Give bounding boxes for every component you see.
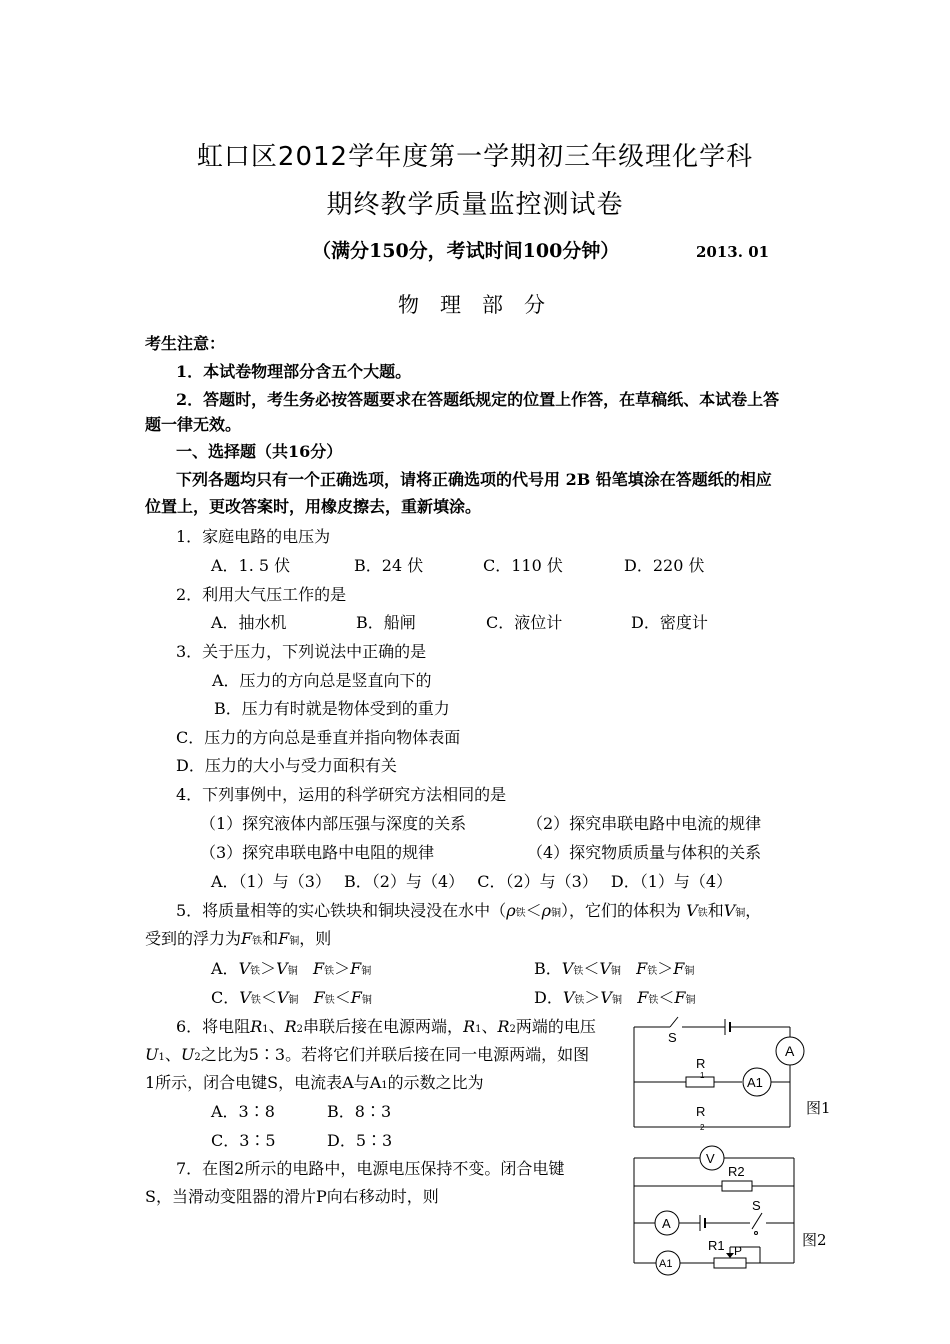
notice-item-2-line1: 2．答题时，考生务必按答题要求在答题纸规定的位置上作答，在草稿纸、本试卷上答 bbox=[176, 390, 780, 409]
fig1-r2-label: R bbox=[696, 1104, 706, 1119]
q4-item-3: （3）探究串联电路中电阻的规律 bbox=[200, 843, 435, 862]
q2-stem: 2．利用大气压工作的是 bbox=[176, 585, 347, 604]
fig1-r2-sub: 2 bbox=[700, 1123, 705, 1132]
figure-2-circuit bbox=[630, 1143, 800, 1283]
fig2-voltmeter-label: V bbox=[706, 1151, 715, 1166]
fig2-slider-label: P bbox=[734, 1244, 743, 1258]
q5-option-c: C．V铁＜V铜 F铁＜F铜 bbox=[211, 988, 372, 1007]
exam-info: （满分150分，考试时间100分钟） bbox=[312, 240, 620, 262]
q6-stem-line2: U1、U2之比为5∶3。若将它们并联后接在同一电源两端，如图 bbox=[145, 1045, 590, 1064]
fig1-ammeter-a-label: A bbox=[785, 1043, 795, 1059]
q3-option-d: D．压力的大小与受力面积有关 bbox=[176, 756, 397, 775]
notice-item-2-line2: 题一律无效。 bbox=[145, 415, 242, 434]
part1-instruction-line1: 下列各题均只有一个正确选项，请将正确选项的代号用 2B 铅笔填涂在答题纸的相应 bbox=[176, 470, 772, 489]
exam-title-line1: 虹口区2012学年度第一学期初三年级理化学科 bbox=[196, 142, 754, 172]
switch-s-icon bbox=[752, 1213, 762, 1229]
q6-stem-line3: 1所示，闭合电键S，电流表A与A1的示数之比为 bbox=[145, 1073, 484, 1092]
q5-option-b: B．V铁＜V铜 F铁＞F铜 bbox=[534, 959, 695, 978]
q1-stem: 1．家庭电路的电压为 bbox=[176, 527, 331, 546]
part1-heading: 一、选择题（共16分） bbox=[176, 442, 343, 461]
fig1-ammeter-a1-label: A1 bbox=[747, 1075, 763, 1090]
fig2-switch-label: S bbox=[752, 1198, 761, 1213]
fig2-ammeter-a1-label: A1 bbox=[659, 1258, 673, 1270]
q3-stem: 3．关于压力，下列说法中正确的是 bbox=[176, 642, 427, 661]
notice-item-1: 1．本试卷物理部分含五个大题。 bbox=[176, 362, 412, 381]
exam-title-line2: 期终教学质量监控测试卷 bbox=[326, 190, 624, 220]
switch-s-icon bbox=[670, 1017, 678, 1027]
q7-stem-line2: S，当滑动变阻器的滑片P向右移动时，则 bbox=[145, 1187, 439, 1206]
q4-options: A．（1）与（3） B．（2）与（4） C．（2）与（3） D．（1）与（4） bbox=[211, 872, 733, 891]
resistor-r2-icon bbox=[722, 1181, 752, 1191]
q2-option-c: C．液位计 bbox=[486, 613, 563, 632]
q3-option-b: B．压力有时就是物体受到的重力 bbox=[214, 699, 450, 718]
exam-date: 2013. 01 bbox=[696, 243, 770, 261]
q5-stem-line2: 受到的浮力为F铁和F铜，则 bbox=[145, 929, 332, 948]
q7-stem-line1: 7．在图2所示的电路中，电源电压保持不变。闭合电键 bbox=[176, 1159, 565, 1178]
q6-option-d: D．5∶3 bbox=[327, 1131, 393, 1150]
q6-option-b: B．8∶3 bbox=[327, 1102, 392, 1121]
q1-option-b: B．24 伏 bbox=[354, 556, 424, 575]
q4-item-1: （1）探究液体内部压强与深度的关系 bbox=[200, 814, 467, 833]
q2-option-a: A．抽水机 bbox=[211, 613, 287, 632]
rheostat-r1-icon bbox=[714, 1258, 746, 1268]
part1-instruction-line2: 位置上，更改答案时，用橡皮擦去，重新填涂。 bbox=[145, 497, 482, 516]
q1-option-d: D．220 伏 bbox=[624, 556, 705, 575]
q3-option-c: C．压力的方向总是垂直并指向物体表面 bbox=[176, 728, 461, 747]
q3-option-a: A．压力的方向总是竖直向下的 bbox=[212, 671, 432, 690]
q2-option-d: D．密度计 bbox=[631, 613, 708, 632]
section-title: 物 理 部 分 bbox=[398, 293, 545, 317]
q5-stem-line1: 5．将质量相等的实心铁块和铜块浸没在水中（ρ铁＜ρ铜），它们的体积为 V铁和V铜， bbox=[176, 901, 762, 920]
q6-option-a: A．3∶8 bbox=[211, 1102, 275, 1121]
notice-heading: 考生注意： bbox=[145, 334, 226, 353]
fig2-r1-label: R1 bbox=[708, 1238, 725, 1253]
fig1-r1-sub: 1 bbox=[700, 1071, 705, 1080]
q1-option-c: C．110 伏 bbox=[483, 556, 563, 575]
q4-item-2: （2）探究串联电路中电流的规律 bbox=[527, 814, 762, 833]
q6-stem-line1: 6．将电阻R1、R2串联后接在电源两端，R1、R2两端的电压 bbox=[176, 1017, 596, 1036]
q5-option-d: D．V铁＞V铜 F铁＜F铜 bbox=[534, 988, 696, 1007]
q6-option-c: C．3∶5 bbox=[211, 1131, 276, 1150]
fig2-ammeter-a-label: A bbox=[662, 1216, 671, 1231]
figure-1-caption: 图1 bbox=[806, 1099, 831, 1117]
figure-1-circuit bbox=[630, 1015, 810, 1133]
q1-option-a: A．1. 5 伏 bbox=[211, 556, 291, 575]
figure-2-caption: 图2 bbox=[802, 1231, 827, 1249]
q5-option-a: A．V铁＞V铜 F铁＞F铜 bbox=[211, 959, 372, 978]
q2-option-b: B．船闸 bbox=[356, 613, 416, 632]
fig1-r1-label: R bbox=[696, 1056, 706, 1071]
fig2-r2-label: R2 bbox=[728, 1164, 745, 1179]
q4-stem: 4．下列事例中，运用的科学研究方法相同的是 bbox=[176, 785, 507, 804]
fig1-switch-label: S bbox=[668, 1030, 677, 1045]
q4-item-4: （4）探究物质质量与体积的关系 bbox=[527, 843, 762, 862]
